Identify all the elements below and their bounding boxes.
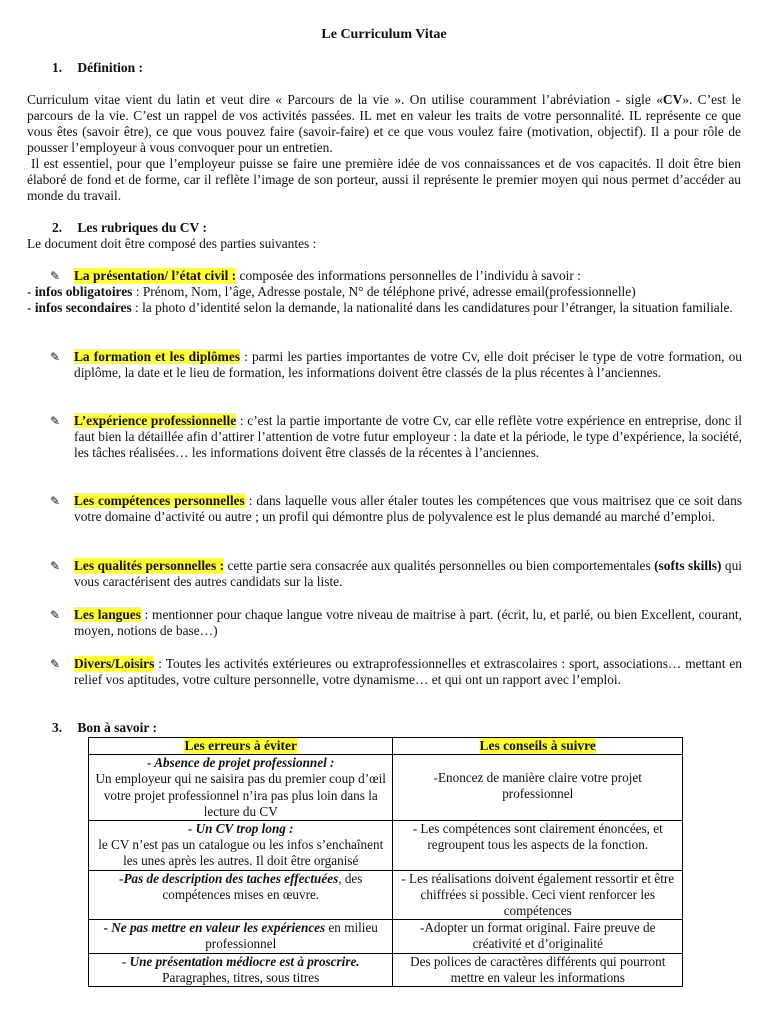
pencil-icon: ✎ [50, 559, 61, 573]
column-header-errors: Les erreurs à éviter [89, 738, 393, 755]
definition-paragraph-1: Curriculum vitae vient du latin et veut dire « Parcours de la vie ». On utilise couramment l’abréviation - sigle «CV». C’est le parcours de la vie. C’est un rappel de vos activités passées. IL met en valeur les traits de votre personnalité. IL représente ce que vous êtes (savoir être), ce que vous pouvez faire (savoir-faire) et ce que vous voulez faire (motivation, objectif). Il a pour rôle de pousser l’employeur à vous convoquer pour un entretien. [27, 92, 741, 155]
rubrique-experience: L’expérience professionnelle : c’est la partie importante de votre Cv, car elle reflète votre expérience en entreprise, donc il faut bien la détaillée afin d’attirer l’attention de votre futur employeur : la date et la période, le type d’expérience, la société, les tâches réalisées… les informations doivent être classés de la récentes à l’anciennes. [74, 413, 742, 460]
error-cell: - Ne pas mettre en valeur les expériences en milieu professionnel [89, 920, 393, 953]
definition-paragraph-2: Il est essentiel, pour que l’employeur puisse se faire une première idée de vos connaissances et de vos capacités. Il doit être bien élaboré de fond et de forme, car il reflète l’image de son porteur, aussi il représente le premier moyen qui nous permet d’accéder au monde du travail. [27, 156, 741, 203]
infos-secondaires: - infos secondaires : la photo d’identité selon la demande, la nationalité dans les candidatures pour l’étranger, la situation familiale. [27, 300, 733, 315]
rubrique-langues: Les langues : mentionner pour chaque langue votre niveau de maitrise à part. (écrit, lu, et parlé, ou bien Excellent, courant, moyen, notions de base…) [74, 607, 742, 638]
error-cell: - Absence de projet professionnel : Un employeur qui ne saisira pas du premier coup d’œil votre projet professionnel n’ira pas plus loin dans la lecture du CV [89, 755, 393, 821]
section-heading-rubriques: 2. Les rubriques du CV : [52, 220, 207, 235]
table-row [89, 870, 683, 920]
pencil-icon: ✎ [50, 269, 61, 283]
error-cell: -Pas de description des taches effectuées, des compétences mises en œuvre. [89, 870, 393, 920]
tips-table [88, 737, 683, 987]
tip-cell: -Enoncez de manière claire votre projet professionnel [393, 755, 683, 821]
rubrique-divers: Divers/Loisirs : Toutes les activités extérieures ou extraprofessionnelles et extrascolaires : sport, associations… mettant en relief vos aptitudes, votre culture personnelle, votre dynamisme… et qui ont un rapport avec l’emploi. [74, 656, 742, 687]
tip-cell: - Les compétences sont clairement énoncées, et regroupent tous les aspects de la fonction. [393, 821, 683, 871]
table-row [89, 755, 683, 821]
error-cell: - Un CV trop long : le CV n’est pas un catalogue ou les infos s’enchaînent les unes après les autres. Il doit être organisé [89, 821, 393, 871]
column-header-tips: Les conseils à suivre [393, 738, 683, 755]
table-row [89, 821, 683, 871]
section-heading-definition: 1. Définition : [52, 60, 143, 75]
tip-cell: - Les réalisations doivent également ressortir et être chiffrées si possible. Ceci vient renforcer les compétences [393, 870, 683, 920]
page-title: Le Curriculum Vitae [321, 27, 447, 42]
pencil-icon: ✎ [50, 494, 61, 508]
pencil-icon: ✎ [50, 657, 61, 671]
pencil-icon: ✎ [50, 414, 61, 428]
pencil-icon: ✎ [50, 608, 61, 622]
error-cell: - Une présentation médiocre est à proscrire. Paragraphes, titres, sous titres [89, 953, 393, 986]
infos-obligatoires: - infos obligatoires : Prénom, Nom, l’âge, Adresse postale, N° de téléphone privé, adresse email(professionnelle) [27, 284, 636, 299]
pencil-icon: ✎ [50, 350, 61, 364]
section-heading-bon-a-savoir: 3. Bon à savoir : [52, 720, 158, 735]
tip-cell: -Adopter un format original. Faire preuve de créativité et d’originalité [393, 920, 683, 953]
table-row [89, 953, 683, 986]
rubriques-intro: Le document doit être composé des parties suivantes : [27, 236, 317, 251]
table-row [89, 920, 683, 953]
tip-cell: Des polices de caractères différents qui pourront mettre en valeur les informations [393, 953, 683, 986]
rubrique-formation: La formation et les diplômes : parmi les parties importantes de votre Cv, elle doit préciser le type de votre formation, ou diplôme, la date et le lieu de formation, les informations doivent être classés de la plus récentes à l’anciennes. [74, 349, 742, 380]
table-header-row [89, 738, 683, 755]
rubrique-presentation: La présentation/ l’état civil : composée des informations personnelles de l’individu à savoir : [74, 268, 581, 283]
rubrique-competences: Les compétences personnelles : dans laquelle vous aller étaler toutes les compétences que vous maitrisez que ce soit dans votre domaine d’activité ou autre ; un profil qui démontre plus de polyvalence est le plus demandé au marché d’emploi. [74, 493, 742, 524]
rubrique-qualites: Les qualités personnelles : cette partie sera consacrée aux qualités personnelles ou bien comportementales (softs skills) qui vous caractérisent des autres candidats sur la liste. [74, 558, 742, 589]
